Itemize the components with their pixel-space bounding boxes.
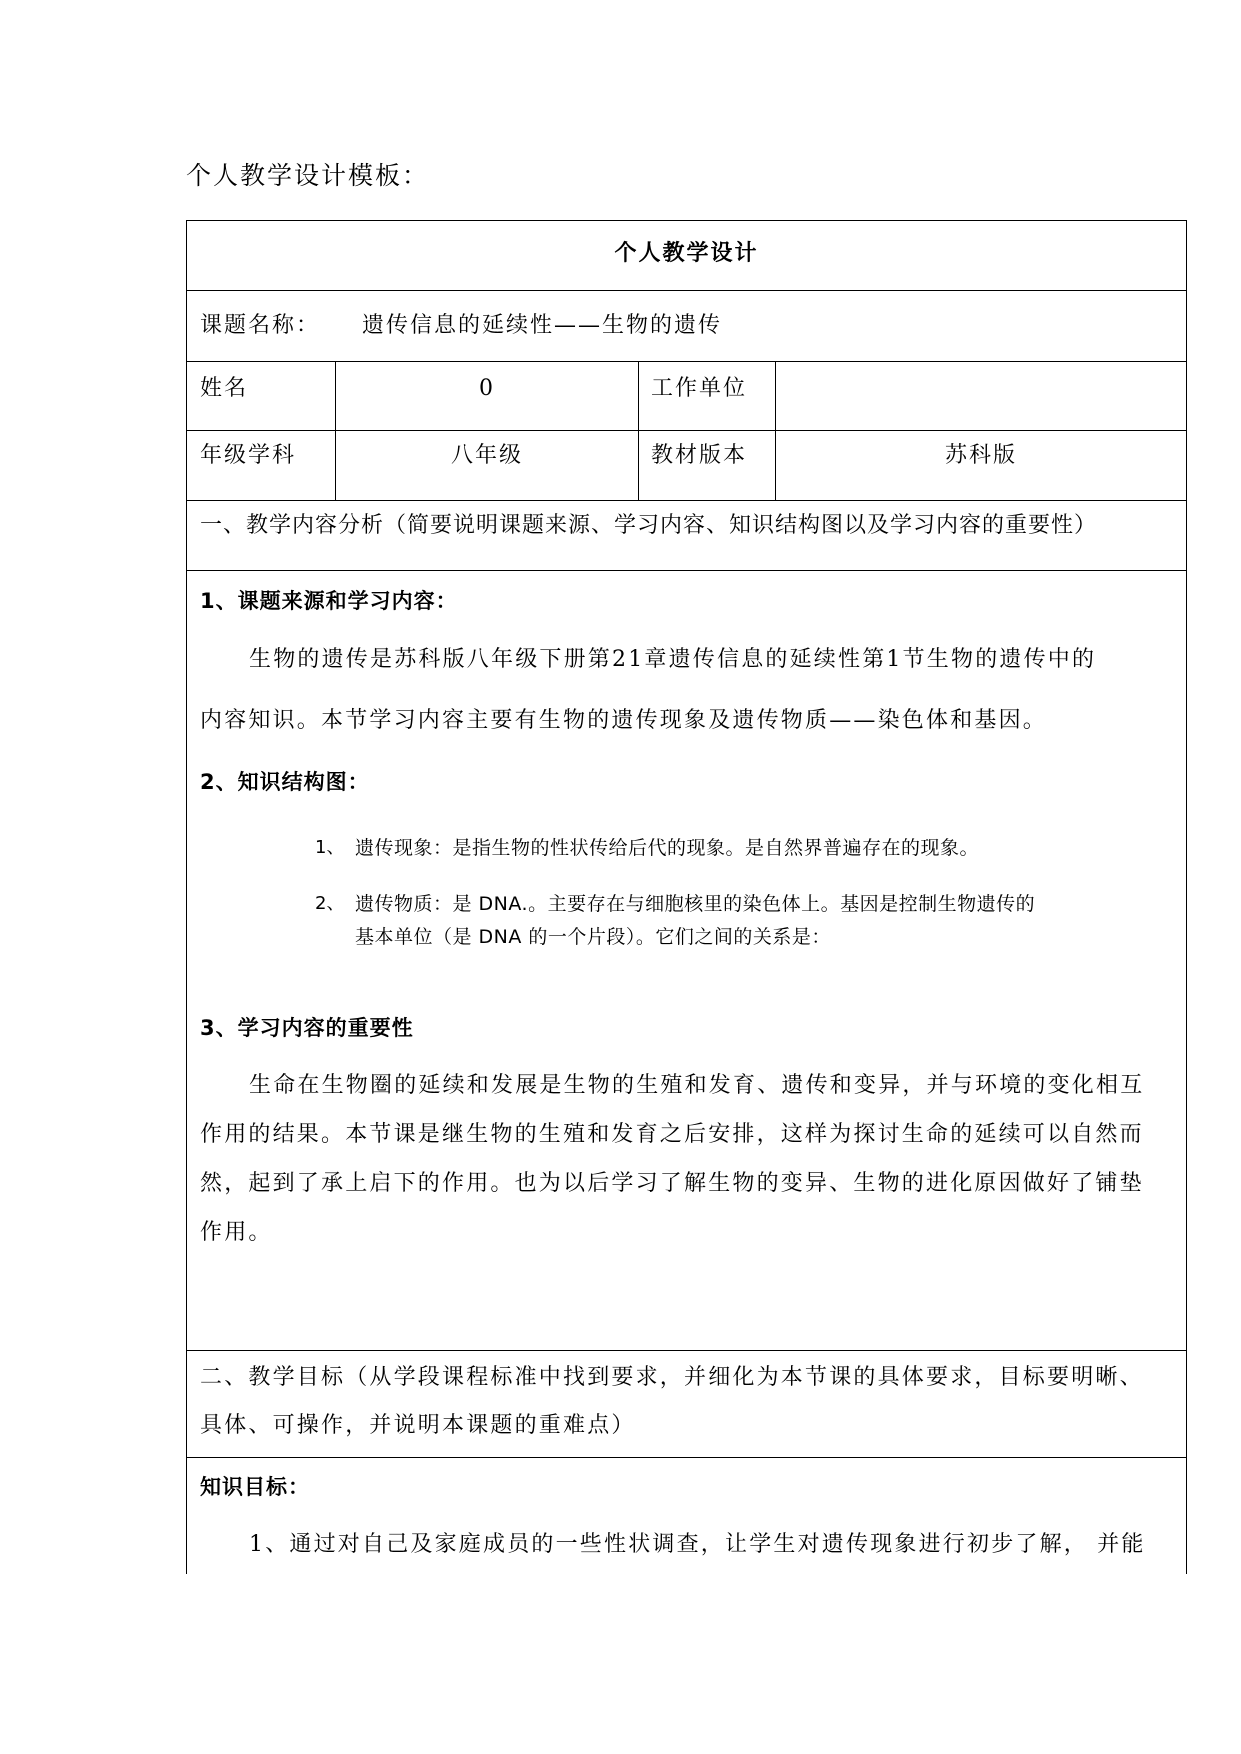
grade-value-cell (335, 431, 638, 500)
section2-title-line2: 具体、可操作，并说明本课题的重难点） (200, 1413, 636, 1438)
topic-label: 课题名称： (200, 313, 321, 338)
sub1-heading: 1、课题来源和学习内容： (200, 589, 458, 613)
name-value-cell (335, 362, 638, 430)
page-title: 个人教学设计模板： (186, 161, 430, 190)
name-label-cell (187, 362, 335, 430)
sub1-line1: 生物的遗传是苏科版八年级下册第21章遗传信息的延续性第1节生物的遗传中的 (249, 647, 1097, 672)
name-unit-row (187, 362, 1186, 431)
topic-row (187, 291, 1186, 362)
knowledge-heading: 知识目标： (200, 1475, 310, 1499)
sub3-line4: 作用。 (200, 1220, 273, 1245)
list-item-2-line2: 基本单位（是 DNA 的一个片段）。它们之间的关系是： (355, 926, 831, 948)
section2-title-row (187, 1351, 1186, 1458)
topic-value: 遗传信息的延续性——生物的遗传 (362, 313, 723, 338)
sub3-line1: 生命在生物圈的延续和发展是生物的生殖和发育、遗传和变异，并与环境的变化相互 (249, 1073, 1145, 1098)
sub3-heading: 3、学习内容的重要性 (200, 1016, 414, 1040)
section1-content-row (187, 571, 1186, 1351)
table-header: 个人教学设计 (614, 241, 759, 266)
section1-title: 一、教学内容分析（简要说明课题来源、学习内容、知识结构图以及学习内容的重要性） (200, 513, 1098, 538)
grade-label: 年级学科 (200, 443, 297, 468)
table-header-row (187, 221, 1186, 291)
list-item-2-line1: 遗传物质：是 DNA.。主要存在与细胞核里的染色体上。基因是控制生物遗传的 (355, 893, 1036, 915)
section1-title-row (187, 501, 1186, 571)
grade-edition-row (187, 431, 1186, 501)
list-item-1-text: 遗传现象：是指生物的性状传给后代的现象。是自然界普遍存在的现象。 (355, 837, 980, 859)
grade-value: 八年级 (450, 443, 523, 468)
edition-label-cell (638, 431, 775, 500)
knowledge-line1: 1、通过对自己及家庭成员的一些性状调查，让学生对遗传现象进行初步了解， 并能 (249, 1532, 1146, 1557)
sub2-heading: 2、知识结构图： (200, 770, 370, 794)
list-item-1-number: 1、 (315, 837, 345, 858)
sub3-line3: 然，起到了承上启下的作用。也为以后学习了解生物的变异、生物的进化原因做好了铺垫 (200, 1171, 1144, 1196)
unit-label: 工作单位 (651, 376, 748, 401)
sub1-line2: 内容知识。本节学习内容主要有生物的遗传现象及遗传物质——染色体和基因。 (200, 708, 1048, 733)
section2-title-line1: 二、教学目标（从学段课程标准中找到要求，并细化为本节课的具体要求，目标要明晰、 (200, 1365, 1144, 1390)
edition-label: 教材版本 (651, 443, 748, 468)
section2-content-row (187, 1458, 1186, 1575)
grade-label-cell (187, 431, 335, 500)
name-value: 0 (479, 376, 495, 401)
name-label: 姓名 (200, 376, 249, 401)
edition-value: 苏科版 (944, 443, 1017, 468)
unit-label-cell (638, 362, 775, 430)
list-item-2-number: 2、 (315, 893, 345, 914)
lesson-design-table (186, 220, 1187, 1574)
sub3-line2: 作用的结果。本节课是继生物的生殖和发育之后安排，这样为探讨生命的延续可以自然而 (200, 1122, 1144, 1147)
edition-value-cell (775, 431, 1186, 500)
unit-value-cell (775, 362, 1186, 430)
